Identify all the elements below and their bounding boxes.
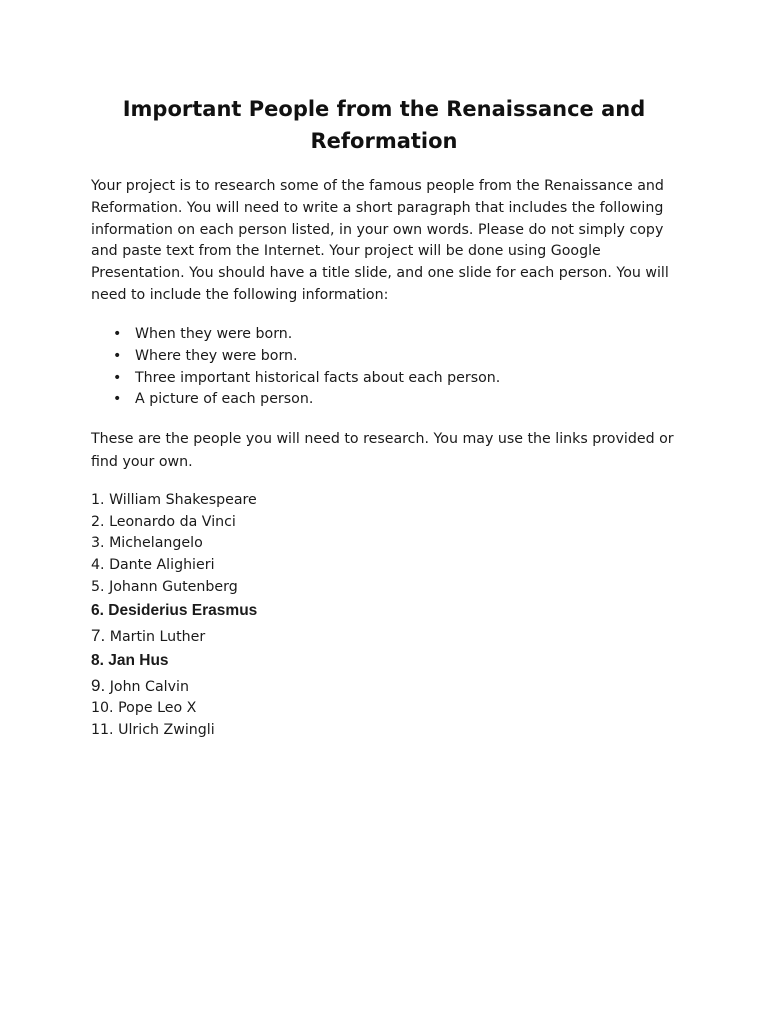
document-title: Important People from the Renaissance and Reformation bbox=[122, 97, 646, 153]
requirements-list bbox=[91, 324, 691, 411]
person-item bbox=[91, 648, 691, 673]
person-item bbox=[91, 555, 691, 577]
person-item bbox=[91, 698, 691, 720]
person-number: 9. bbox=[91, 676, 106, 696]
person-number: 4. bbox=[91, 557, 105, 574]
person-name: Johann Gutenberg bbox=[109, 578, 238, 595]
list-item-text: Three important historical facts about each person. bbox=[135, 369, 501, 386]
person-name: Dante Alighieri bbox=[109, 557, 215, 574]
person-number: 2. bbox=[91, 513, 105, 530]
list-item-text: A picture of each person. bbox=[135, 391, 314, 408]
person-number: 10. bbox=[91, 700, 114, 717]
bullet-icon: • bbox=[113, 369, 122, 386]
list-item-text: When they were born. bbox=[135, 326, 293, 342]
person-item bbox=[91, 512, 691, 534]
person-number: 3. bbox=[91, 535, 105, 552]
person-name: Martin Luther bbox=[109, 629, 206, 646]
person-name: Leonardo da Vinci bbox=[109, 513, 236, 530]
list-item bbox=[91, 346, 691, 368]
intro-paragraph: Your project is to research some of the famous people from the Renaissance and Reformation. You will need to write a short paragraph that includes the following information on each person listed, in your own words. Please do not simply copy and paste text from the Internet. Your project will be done using Google Presentation. You should have a title slide, and one slide for each person. You will need to include the following information: bbox=[91, 178, 669, 303]
person-name: Jan Hus bbox=[108, 652, 169, 670]
person-item bbox=[91, 577, 691, 599]
person-name: Michelangelo bbox=[109, 535, 203, 552]
person-name: John Calvin bbox=[109, 679, 189, 696]
person-number: 5. bbox=[91, 578, 105, 595]
person-item bbox=[91, 490, 691, 512]
bullet-icon: • bbox=[113, 347, 122, 364]
person-item bbox=[91, 598, 691, 623]
person-name: Desiderius Erasmus bbox=[108, 602, 258, 620]
people-list bbox=[91, 490, 691, 742]
person-number: 1. bbox=[91, 492, 105, 508]
person-item bbox=[91, 623, 691, 648]
person-name: Ulrich Zwingli bbox=[118, 722, 215, 739]
person-number: 11. bbox=[91, 722, 114, 739]
followup-paragraph: These are the people you will need to research. You may use the links provided or find your own. bbox=[91, 431, 674, 470]
list-item bbox=[91, 324, 691, 346]
person-number: 6. bbox=[91, 602, 104, 620]
person-item bbox=[91, 533, 691, 555]
person-item bbox=[91, 673, 691, 698]
list-item bbox=[91, 368, 691, 390]
person-number: 8. bbox=[91, 652, 104, 670]
bullet-icon: • bbox=[113, 326, 122, 342]
list-item-text: Where they were born. bbox=[135, 347, 298, 364]
person-name: William Shakespeare bbox=[109, 492, 257, 508]
bullet-icon: • bbox=[113, 391, 122, 408]
person-name: Pope Leo X bbox=[118, 700, 197, 717]
list-item bbox=[91, 389, 691, 411]
person-number: 7. bbox=[91, 626, 106, 646]
person-item bbox=[91, 720, 691, 742]
